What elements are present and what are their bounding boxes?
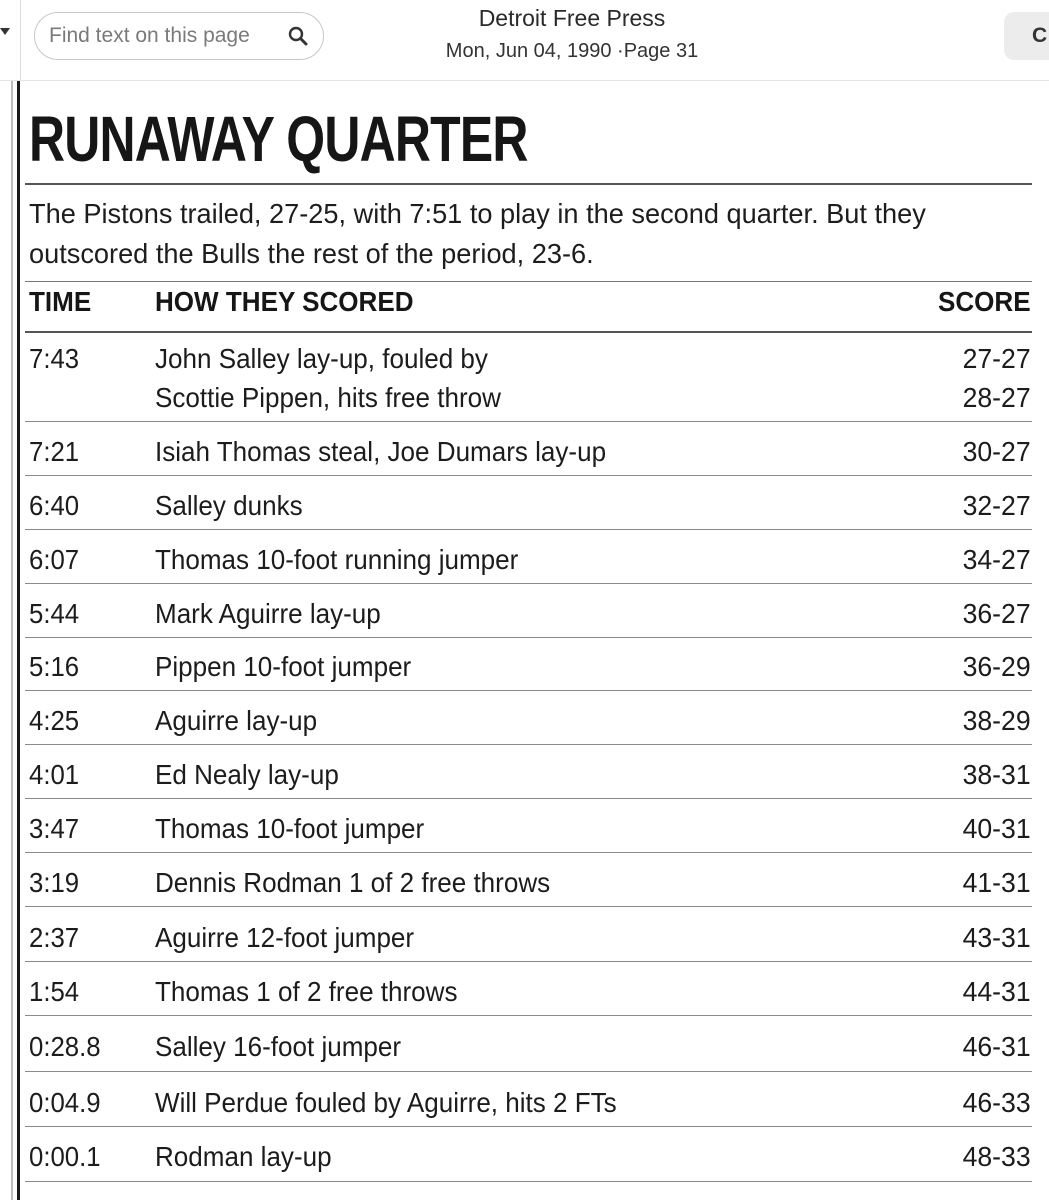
row-play: Thomas 10-foot jumper xyxy=(155,813,425,844)
row-divider xyxy=(25,583,1032,584)
toolbar-right-button[interactable] xyxy=(1004,12,1049,60)
headline: RUNAWAY QUARTER xyxy=(29,103,528,175)
row-play: Isiah Thomas steal, Joe Dumars lay-up xyxy=(155,436,607,467)
issue-date-page: Mon, Jun 04, 1990 ·Page 31 xyxy=(445,40,699,62)
row-divider xyxy=(25,1126,1032,1127)
row-play: Mark Aguirre lay-up xyxy=(155,598,381,629)
row-time: 7:21 xyxy=(29,436,80,467)
row-play: Dennis Rodman 1 of 2 free throws xyxy=(155,867,551,898)
menu-caret-icon[interactable] xyxy=(0,28,10,35)
publication-title: Detroit Free Press xyxy=(478,5,666,31)
row-play: Thomas 10-foot running jumper xyxy=(155,544,519,575)
row-time: 4:25 xyxy=(29,705,80,736)
row-play: Scottie Pippen, hits free throw xyxy=(155,382,501,413)
row-time: 3:19 xyxy=(29,867,80,898)
intro-paragraph: The Pistons trailed, 27-25, with 7:51 to play in the second quarter. But they outscored the Bulls the rest of the period, 23-6. xyxy=(29,198,926,269)
row-divider xyxy=(25,1015,1032,1016)
toolbar-right-button-label: C xyxy=(1032,24,1048,47)
row-divider xyxy=(25,1181,1032,1182)
row-score: 27-27 xyxy=(962,343,1031,374)
row-divider xyxy=(25,744,1032,745)
row-play: Salley 16-foot jumper xyxy=(155,1031,402,1062)
row-divider xyxy=(25,421,1032,422)
row-score: 48-33 xyxy=(962,1141,1031,1172)
clipping-left-edge xyxy=(17,81,20,1200)
toolbar-divider xyxy=(20,0,21,80)
headline-rule xyxy=(25,183,1032,185)
row-play: Rodman lay-up xyxy=(155,1141,332,1172)
row-divider xyxy=(25,961,1032,962)
row-play: Aguirre lay-up xyxy=(155,705,318,736)
search-icon[interactable] xyxy=(287,25,309,47)
column-header-play: HOW THEY SCORED xyxy=(155,286,414,317)
row-score: 40-31 xyxy=(962,813,1031,844)
row-score: 38-29 xyxy=(962,705,1031,736)
row-time: 2:37 xyxy=(29,922,80,953)
column-header-score: SCORE xyxy=(938,286,1031,317)
row-play: Pippen 10-foot jumper xyxy=(155,651,412,682)
row-play: Aguirre 12-foot jumper xyxy=(155,922,415,953)
row-play: Ed Nealy lay-up xyxy=(155,759,339,790)
row-score: 36-29 xyxy=(962,651,1031,682)
row-divider xyxy=(25,475,1032,476)
row-time: 7:43 xyxy=(29,343,80,374)
row-play: Will Perdue fouled by Aguirre, hits 2 FTs xyxy=(155,1087,617,1118)
row-time: 5:16 xyxy=(29,651,80,682)
row-time: 0:28.8 xyxy=(29,1031,101,1062)
row-divider xyxy=(25,637,1032,638)
header-rule xyxy=(25,331,1032,333)
row-divider xyxy=(25,529,1032,530)
row-time: 6:07 xyxy=(29,544,80,575)
row-time: 4:01 xyxy=(29,759,80,790)
row-score: 30-27 xyxy=(962,436,1031,467)
row-score: 46-31 xyxy=(962,1031,1031,1062)
row-divider xyxy=(25,798,1032,799)
row-score: 41-31 xyxy=(962,867,1031,898)
viewer-toolbar xyxy=(0,0,1049,81)
row-score: 34-27 xyxy=(962,544,1031,575)
row-play: John Salley lay-up, fouled by xyxy=(155,343,488,374)
row-score: 28-27 xyxy=(962,382,1031,413)
row-score: 46-33 xyxy=(962,1087,1031,1118)
row-time: 1:54 xyxy=(29,976,80,1007)
row-time: 5:44 xyxy=(29,598,80,629)
row-play: Salley dunks xyxy=(155,490,303,521)
row-divider xyxy=(25,1071,1032,1072)
find-text-input[interactable] xyxy=(49,23,275,49)
clipping-shadow-edge xyxy=(11,81,13,1200)
row-score: 32-27 xyxy=(962,490,1031,521)
intro-rule xyxy=(25,281,1032,282)
row-divider xyxy=(25,852,1032,853)
find-text-box[interactable] xyxy=(34,12,324,60)
row-play: Thomas 1 of 2 free throws xyxy=(155,976,458,1007)
row-time: 0:00.1 xyxy=(29,1141,101,1172)
row-time: 6:40 xyxy=(29,490,80,521)
row-time: 3:47 xyxy=(29,813,80,844)
column-header-time: TIME xyxy=(29,286,92,317)
row-score: 44-31 xyxy=(962,976,1031,1007)
row-score: 36-27 xyxy=(962,598,1031,629)
row-time: 0:04.9 xyxy=(29,1087,101,1118)
newspaper-clipping xyxy=(0,81,1049,1200)
row-score: 43-31 xyxy=(962,922,1031,953)
row-divider xyxy=(25,690,1032,691)
row-divider xyxy=(25,906,1032,907)
row-score: 38-31 xyxy=(962,759,1031,790)
